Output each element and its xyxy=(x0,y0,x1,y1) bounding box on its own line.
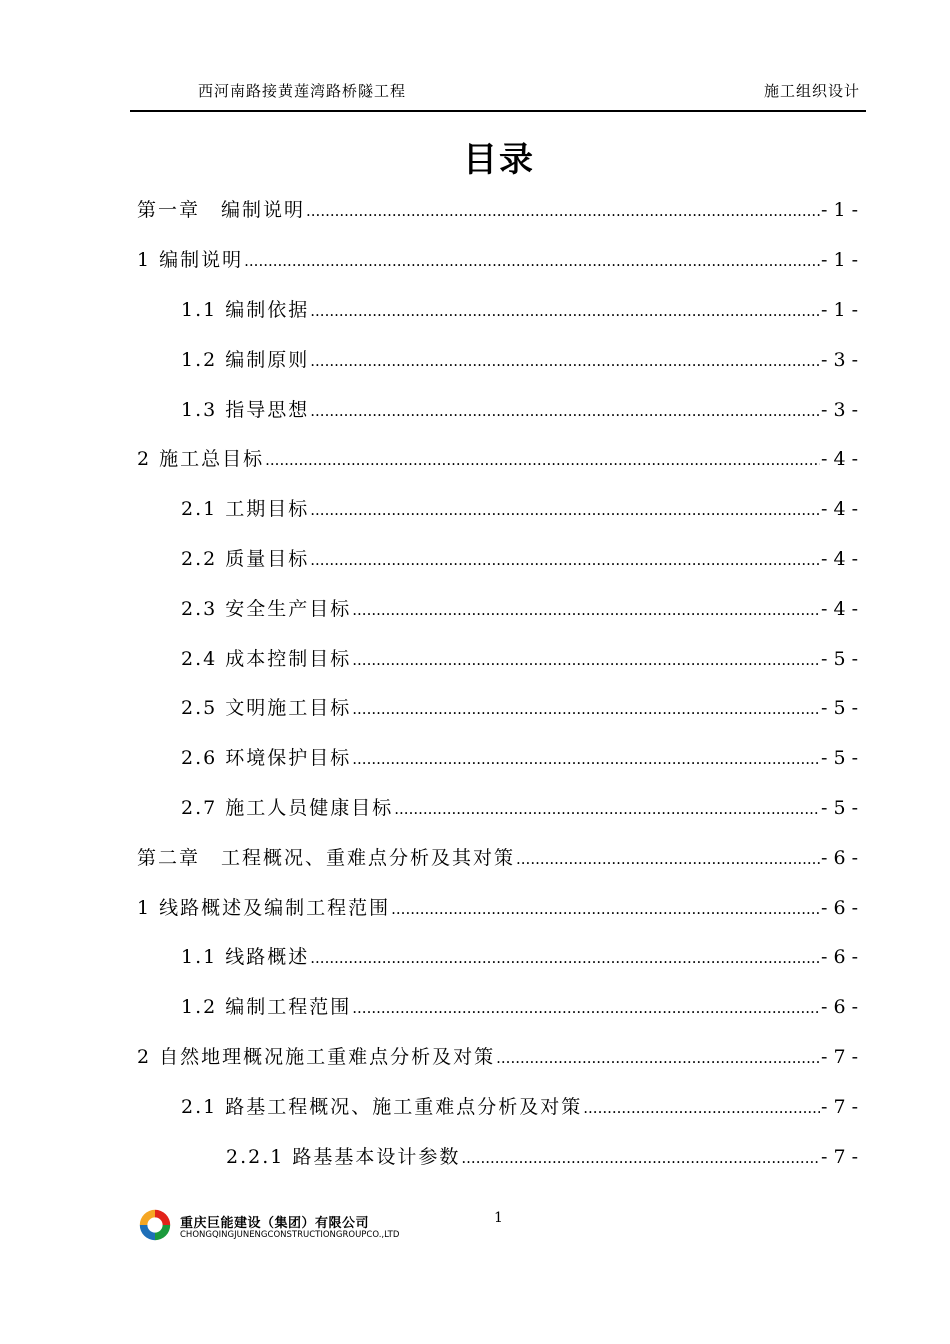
toc-entry-page: - 5 - xyxy=(820,796,858,819)
toc-entry-page: - 6 - xyxy=(820,996,858,1019)
toc-entry[interactable] xyxy=(0,931,950,981)
toc-entry-page: - 4 - xyxy=(820,498,858,521)
page-footer xyxy=(136,1206,876,1256)
toc-entry[interactable] xyxy=(0,632,950,682)
toc-entry-title: 2.7 施工人员健康目标 xyxy=(181,796,394,819)
toc-entry-title: 2.3 安全生产目标 xyxy=(181,597,352,620)
toc-leader-dots xyxy=(394,800,820,818)
toc-entry-page: - 5 - xyxy=(820,647,858,670)
toc-entry[interactable] xyxy=(0,483,950,533)
toc-entry-title: 2 施工总目标 xyxy=(137,448,265,471)
company-logo-icon xyxy=(136,1206,174,1244)
toc-entry[interactable] xyxy=(0,1031,950,1081)
toc-entry[interactable] xyxy=(0,184,950,234)
table-of-contents xyxy=(0,184,950,1180)
toc-entry[interactable] xyxy=(0,433,950,483)
page-number: 1 xyxy=(494,1210,503,1226)
toc-entry-page: - 1 - xyxy=(820,199,858,222)
toc-leader-dots xyxy=(352,700,820,718)
toc-leader-dots xyxy=(391,900,820,918)
toc-entry[interactable] xyxy=(0,881,950,931)
toc-entry[interactable] xyxy=(0,1080,950,1130)
toc-entry-page: - 4 - xyxy=(820,547,858,570)
toc-entry-title: 2 自然地理概况施工重难点分析及对策 xyxy=(137,1045,496,1068)
toc-entry-page: - 6 - xyxy=(820,846,858,869)
toc-leader-dots xyxy=(310,551,820,569)
toc-entry[interactable] xyxy=(0,284,950,334)
toc-leader-dots xyxy=(352,601,820,619)
toc-entry-page: - 1 - xyxy=(820,298,858,321)
toc-entry-page: - 3 - xyxy=(820,398,858,421)
toc-leader-dots xyxy=(352,750,820,768)
toc-leader-dots xyxy=(583,1099,820,1117)
toc-leader-dots xyxy=(496,1049,820,1067)
toc-entry-page: - 7 - xyxy=(820,1145,858,1168)
toc-entry-title: 1.1 线路概述 xyxy=(181,946,310,969)
toc-entry-page: - 4 - xyxy=(820,448,858,471)
toc-leader-dots xyxy=(310,352,820,370)
toc-entry-page: - 5 - xyxy=(820,747,858,770)
toc-leader-dots xyxy=(306,202,820,220)
toc-leader-dots xyxy=(352,999,820,1017)
toc-entry-page: - 3 - xyxy=(820,348,858,371)
toc-leader-dots xyxy=(516,850,820,868)
toc-entry[interactable] xyxy=(0,533,950,583)
toc-entry-title: 2.2.1 路基基本设计参数 xyxy=(226,1145,461,1168)
toc-entry-title: 第一章 编制说明 xyxy=(137,199,306,222)
toc-leader-dots xyxy=(352,651,820,669)
toc-entry-page: - 7 - xyxy=(820,1095,858,1118)
toc-entry[interactable] xyxy=(0,732,950,782)
toc-entry[interactable] xyxy=(0,234,950,284)
header-document-type: 施工组织设计 xyxy=(763,82,860,100)
page-header xyxy=(130,78,866,112)
toc-entry-page: - 6 - xyxy=(820,946,858,969)
company-name-cn: 重庆巨能建设（集团）有限公司 xyxy=(180,1216,370,1231)
toc-entry-title: 1.2 编制工程范围 xyxy=(181,996,352,1019)
toc-entry-title: 1 线路概述及编制工程范围 xyxy=(137,896,391,919)
toc-leader-dots xyxy=(310,949,820,967)
toc-leader-dots xyxy=(244,252,820,270)
toc-leader-dots xyxy=(310,302,820,320)
toc-entry-title: 2.1 路基工程概况、施工重难点分析及对策 xyxy=(181,1095,583,1118)
toc-entry-title: 2.6 环境保护目标 xyxy=(181,747,352,770)
toc-entry[interactable] xyxy=(0,782,950,832)
toc-entry-title: 1.3 指导思想 xyxy=(181,398,310,421)
toc-entry-page: - 4 - xyxy=(820,597,858,620)
header-project-name: 西河南路接黄莲湾路桥隧工程 xyxy=(198,82,407,100)
toc-entry-title: 1.2 编制原则 xyxy=(181,348,310,371)
toc-entry[interactable] xyxy=(0,383,950,433)
toc-entry-title: 1.1 编制依据 xyxy=(181,298,310,321)
toc-entry[interactable] xyxy=(0,831,950,881)
company-name-en: CHONGQINGJUNENGCONSTRUCTIONGROUPCO.,LTD xyxy=(180,1230,400,1240)
toc-entry-title: 2.2 质量目标 xyxy=(181,547,310,570)
toc-entry[interactable] xyxy=(0,682,950,732)
toc-entry-title: 2.1 工期目标 xyxy=(181,498,310,521)
toc-entry[interactable] xyxy=(0,333,950,383)
toc-leader-dots xyxy=(461,1149,820,1167)
toc-entry[interactable] xyxy=(0,582,950,632)
toc-entry-page: - 1 - xyxy=(820,249,858,272)
toc-title: 目录 xyxy=(463,140,535,180)
toc-entry-title: 第二章 工程概况、重难点分析及其对策 xyxy=(137,846,516,869)
toc-entry-page: - 6 - xyxy=(820,896,858,919)
toc-entry-page: - 7 - xyxy=(820,1045,858,1068)
toc-entry[interactable] xyxy=(0,1130,950,1180)
toc-entry-title: 2.4 成本控制目标 xyxy=(181,647,352,670)
toc-entry-title: 2.5 文明施工目标 xyxy=(181,697,352,720)
toc-entry-page: - 5 - xyxy=(820,697,858,720)
toc-leader-dots xyxy=(310,501,820,519)
toc-leader-dots xyxy=(310,402,820,420)
toc-entry[interactable] xyxy=(0,981,950,1031)
toc-leader-dots xyxy=(265,451,820,469)
toc-entry-title: 1 编制说明 xyxy=(137,249,244,272)
